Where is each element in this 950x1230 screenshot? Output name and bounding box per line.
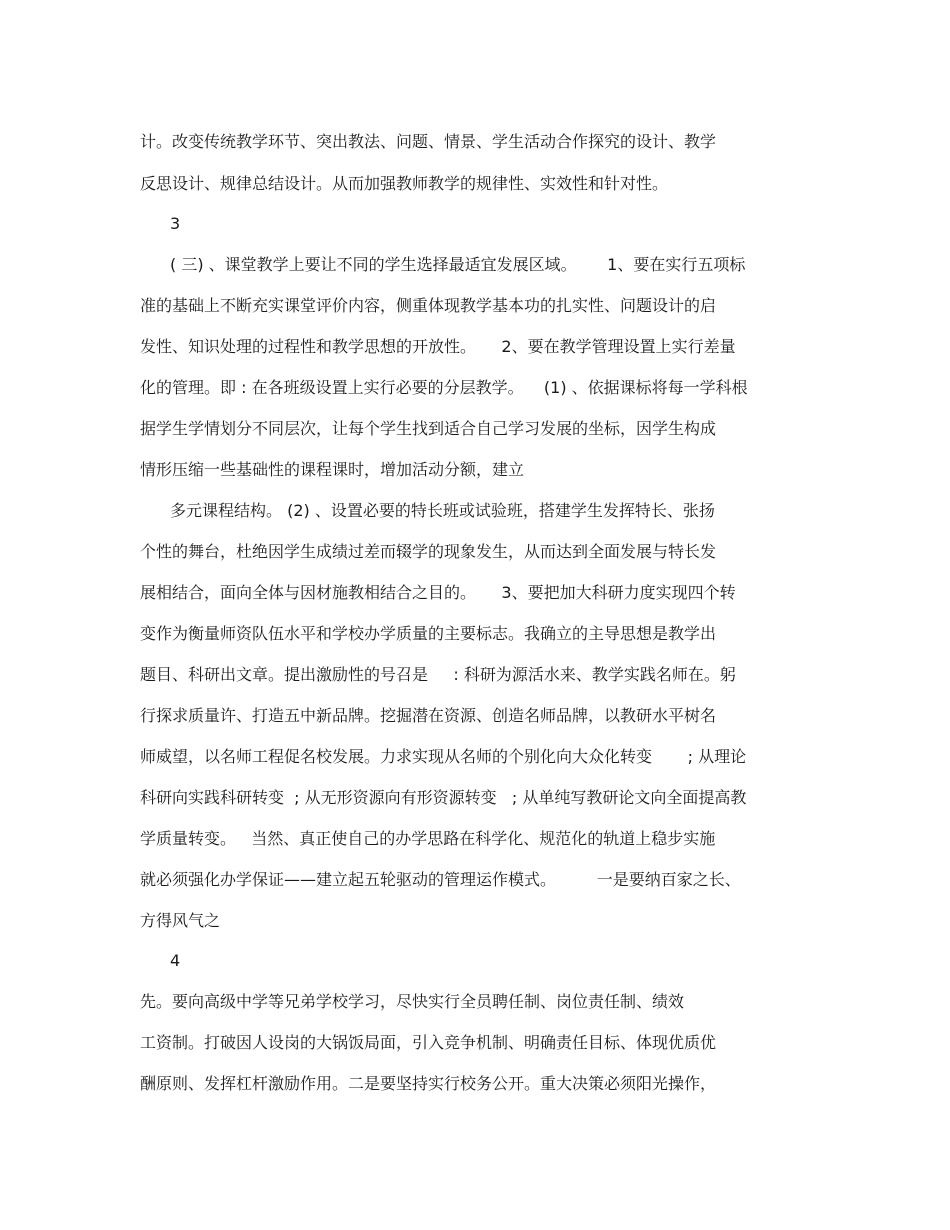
text-line: ( 三) 、课堂教学上要让不同的学生选择最适宜发展区域。 1、要在实行五项标: [170, 255, 746, 274]
text-line: 个性的舞台，杜绝因学生成绩过差而辍学的现象发生，从而达到全面发展与特长发: [140, 542, 717, 561]
text-line: 反思设计、规律总结设计。从而加强教师教学的规律性、实效性和针对性。: [140, 174, 669, 193]
page-number: 3: [170, 214, 181, 233]
text-line: 化的管理。即 : 在各班级设置上实行必要的分层教学。 (1) 、依据课标将每一学科根: [140, 378, 748, 397]
text-line: 就必须强化办学保证——建立起五轮驱动的管理运作模式。 一是要纳百家之长、: [140, 870, 741, 889]
text-line: 发性、知识处理的过程性和教学思想的开放性。 2、要在教学管理设置上实行差量: [140, 337, 736, 356]
text-line: 据学生学情划分不同层次，让每个学生找到适合自己学习发展的坐标，因学生构成: [140, 419, 717, 438]
text-line: 学质量转变。 当然、真正使自己的办学思路在科学化、规范化的轨道上稳步实施: [140, 829, 716, 848]
text-line: 师威望，以名师工程促名校发展。力求实现从名师的个别化向大众化转变 ; 从理论: [140, 747, 747, 766]
text-line: 先。要向高级中学等兄弟学校学习，尽快实行全员聘任制、岗位责任制、绩效: [140, 992, 685, 1011]
text-line: 多元课程结构。 (2) 、设置必要的特长班或试验班，搭建学生发挥特长、张扬: [170, 501, 715, 520]
text-line: 工资制。打破因人设岗的大锅饭局面，引入竞争机制、明确责任目标、体现优质优: [140, 1033, 717, 1052]
text-line: 变作为衡量师资队伍水平和学校办学质量的主要标志。我确立的主导思想是教学出: [140, 624, 717, 643]
text-line: 方得风气之: [140, 911, 221, 930]
text-line: 计。改变传统教学环节、突出教法、问题、情景、学生活动合作探究的设计、教学: [140, 132, 717, 151]
text-line: 科研向实践科研转变 ; 从无形资源向有形资源转变 ; 从单纯写教研论文向全面提高教: [140, 788, 747, 807]
text-line: 准的基础上不断充实课堂评价内容，侧重体现教学基本功的扎实性、问题设计的启: [140, 296, 717, 315]
text-line: 情形压缩一些基础性的课程课时，增加活动分额，建立: [140, 460, 525, 479]
text-line: 酬原则、发挥杠杆激励作用。二是要坚持实行校务公开。重大决策必须阳光操作，: [140, 1074, 717, 1093]
text-line: 行探求质量许、打造五中新品牌。挖掘潜在资源、创造名师品牌，以教研水平树名: [140, 706, 717, 725]
text-line: 展相结合，面向全体与因材施教相结合之目的。 3、要把加大科研力度实现四个转: [140, 583, 736, 602]
text-line: 题目、科研出文章。提出激励性的号召是 : 科研为源活水来、教学实践名师在。躬: [140, 665, 736, 684]
page-number: 4: [170, 951, 181, 970]
